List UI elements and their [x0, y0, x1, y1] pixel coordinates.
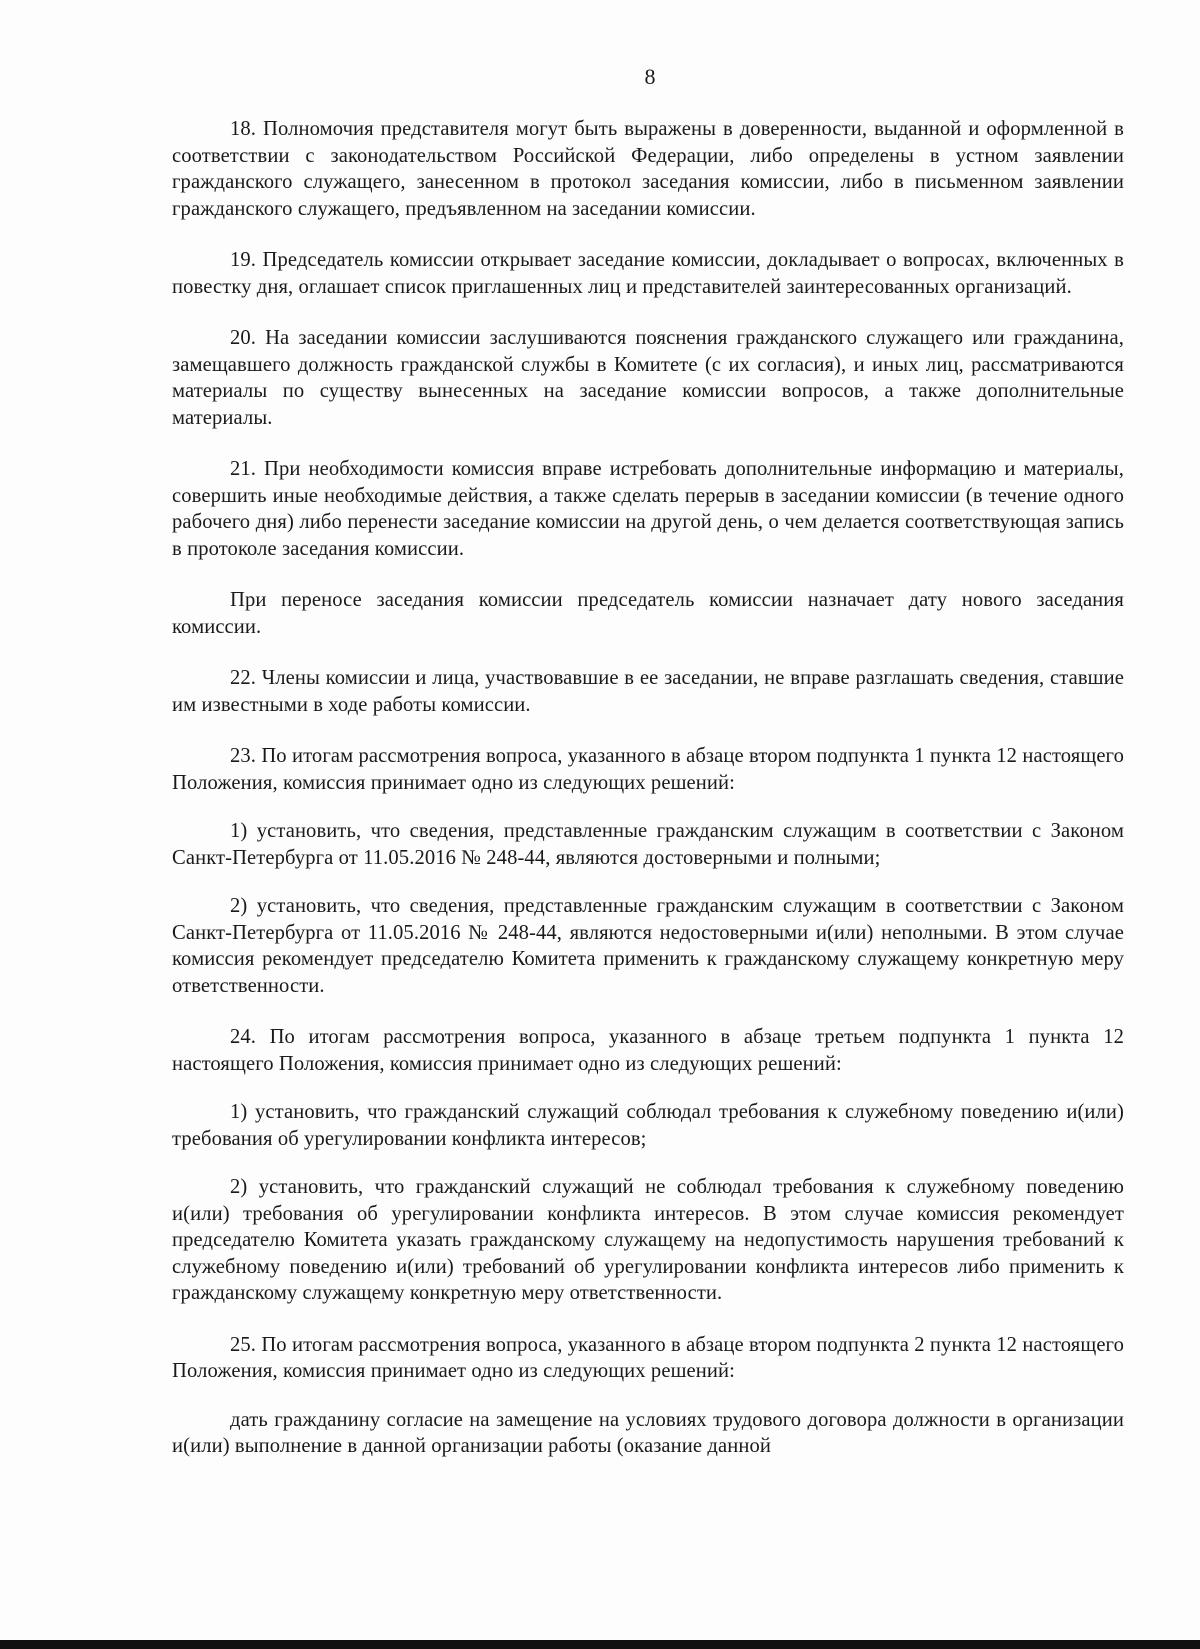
paragraph-21-postponement: При переносе заседания комиссии председатель комиссии назначает дату нового заседания комиссии. [172, 589, 1124, 638]
document-body [172, 116, 1124, 1485]
paragraph-24-item-1: 1) установить, что гражданский служащий соблюдал требования к служебному поведению и(или) требования об урегулировании конфликта интересов; [172, 1101, 1124, 1150]
paragraph-25: 25. По итогам рассмотрения вопроса, указанного в абзаце втором подпункта 2 пункта 12 настоящего Положения, комиссия принимает одно из следующих решений: [172, 1333, 1124, 1382]
paragraph-21: 21. При необходимости комиссия вправе истребовать дополнительные информацию и материалы, совершить иные необходимые действия, а также сделать перерыв в заседании комиссии (в течение одного рабочего дня) либо перенести заседание комиссии на другой день, о чем делается соответствующая запись в протоколе заседания комиссии. [172, 458, 1124, 560]
paragraph-24: 24. По итогам рассмотрения вопроса, указанного в абзаце третьем подпункта 1 пункта 12 настоящего Положения, комиссия принимает одно из следующих решений: [172, 1026, 1124, 1075]
paragraph-22: 22. Члены комиссии и лица, участвовавшие в ее заседании, не вправе разглашать сведения, ставшие им известными в ходе работы комиссии. [172, 667, 1124, 716]
paragraph-25-decision: дать гражданину согласие на замещение на условиях трудового договора должности в организации и(или) выполнение в данной организации работы (оказание данной [172, 1408, 1124, 1457]
paragraph-18: 18. Полномочия представителя могут быть выражены в доверенности, выданной и оформленной в соответствии с законодательством Российской Федерации, либо определены в устном заявлении гражданского служащего, занесенном в протокол заседания комиссии, либо в письменном заявлении гражданского служащего, предъявленном на заседании комиссии. [172, 118, 1124, 220]
paragraph-23: 23. По итогам рассмотрения вопроса, указанного в абзаце втором подпункта 1 пункта 12 настоящего Положения, комиссия принимает одно из следующих решений: [172, 745, 1124, 794]
paragraph-19: 19. Председатель комиссии открывает заседание комиссии, докладывает о вопросах, включенных в повестку дня, оглашает список приглашенных лиц и представителей заинтересованных организаций. [172, 249, 1124, 298]
paragraph-23-item-1: 1) установить, что сведения, представленные гражданским служащим в соответствии с Законом Санкт-Петербурга от 11.05.2016 № 248-44, являются достоверными и полными; [172, 820, 1124, 869]
paragraph-20: 20. На заседании комиссии заслушиваются пояснения гражданского служащего или гражданина, замещавшего должность гражданской службы в Комитете (с их согласия), и иных лиц, рассматриваются материалы по существу вынесенных на заседание комиссии вопросов, а также дополнительные материалы. [172, 327, 1124, 429]
paragraph-24-item-2: 2) установить, что гражданский служащий не соблюдал требования к служебному поведению и(или) требования об урегулировании конфликта интересов. В этом случае комиссия рекомендует председателю Комитета указать гражданскому служащему на недопустимость нарушения требований к служебному поведению и(или) требований об урегулировании конфликта интересов либо применить к гражданскому служащему конкретную меру ответственности. [172, 1176, 1124, 1304]
page-number: 8 [644, 64, 656, 89]
paragraph-23-item-2: 2) установить, что сведения, представленные гражданским служащим в соответствии с Законом Санкт-Петербурга от 11.05.2016 № 248-44, являются недостоверными и(или) неполными. В этом случае комиссия рекомендует председателю Комитета применить к гражданскому служащему конкретную меру ответственности. [172, 895, 1124, 997]
scan-bottom-edge [0, 1640, 1200, 1649]
